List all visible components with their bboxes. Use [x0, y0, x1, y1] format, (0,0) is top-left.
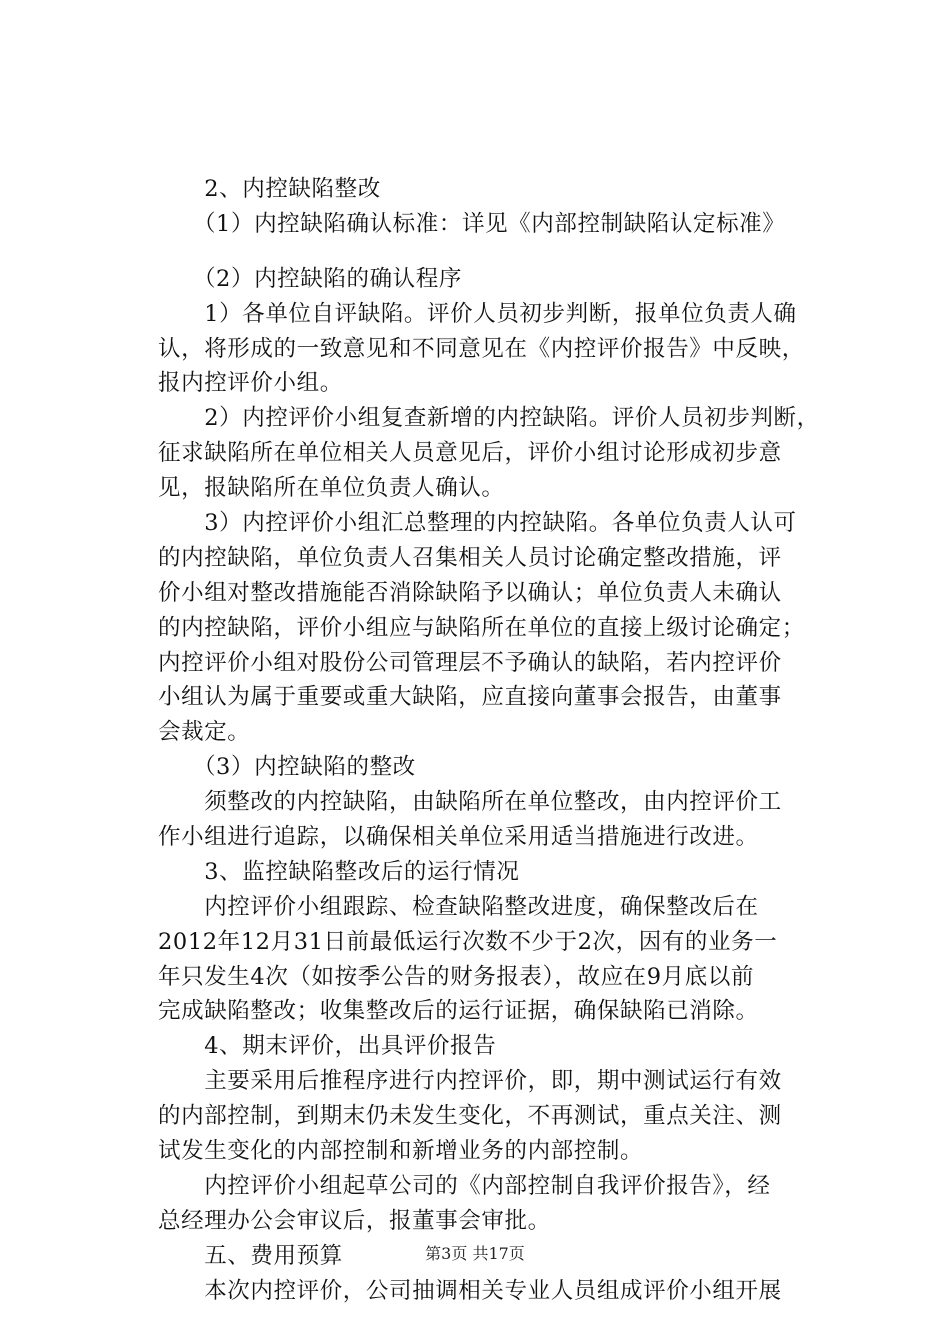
text-line: 本次内控评价，公司抽调相关专业人员组成评价小组开展 — [158, 1277, 782, 1304]
text-line: 试发生变化的内部控制和新增业务的内部控制。 — [158, 1138, 644, 1165]
text-line: 的内控缺陷，单位负责人召集相关人员讨论确定整改措施，评 — [158, 544, 782, 571]
text-line: 2012年12月31日前最低运行次数不少于2次，因有的业务一 — [158, 928, 778, 955]
text-line: 报内控评价小组。 — [158, 370, 343, 397]
text-line: 3、监控缺陷整改后的运行情况 — [158, 858, 520, 885]
text-line: 价小组对整改措施能否消除缺陷予以确认；单位负责人未确认 — [158, 579, 782, 606]
text-line: 五、费用预算 — [158, 1242, 343, 1269]
text-line: （3）内控缺陷的整改 — [158, 754, 416, 781]
blank-line — [158, 242, 838, 262]
text-line: 完成缺陷整改；收集整改后的运行证据，确保缺陷已消除。 — [158, 998, 759, 1025]
text-line: 须整改的内控缺陷，由缺陷所在单位整改，由内控评价工 — [158, 789, 782, 816]
text-line: 见，报缺陷所在单位负责人确认。 — [158, 475, 505, 502]
text-line: 4、期末评价，出具评价报告 — [158, 1033, 497, 1060]
text-line: 内控评价小组跟踪、检查缺陷整改进度，确保整改后在 — [158, 893, 759, 920]
body-text — [158, 172, 838, 1309]
text-line: 小组认为属于重要或重大缺陷，应直接向董事会报告，由董事 — [158, 684, 782, 711]
text-line: 2、内控缺陷整改 — [158, 176, 381, 202]
text-line: 会裁定。 — [158, 719, 251, 746]
text-line: 的内控缺陷，评价小组应与缺陷所在单位的直接上级讨论确定； — [158, 614, 805, 641]
text-line: 主要采用后推程序进行内控评价，即，期中测试运行有效 — [158, 1068, 782, 1095]
text-line: （2）内控缺陷的确认程序 — [158, 265, 462, 292]
text-line: 征求缺陷所在单位相关人员意见后，评价小组讨论形成初步意 — [158, 440, 782, 467]
text-line: 内控评价小组对股份公司管理层不予确认的缺陷，若内控评价 — [158, 649, 782, 676]
text-line: 总经理办公会审议后，报董事会审批。 — [158, 1207, 551, 1234]
text-line: 内控评价小组起草公司的《内部控制自我评价报告》，经 — [158, 1172, 771, 1199]
text-line: 作小组进行追踪，以确保相关单位采用适当措施进行改进。 — [158, 824, 759, 851]
text-line: 2）内控评价小组复查新增的内控缺陷。评价人员初步判断， — [158, 405, 820, 432]
text-line: 认，将形成的一致意见和不同意见在《内控评价报告》中反映， — [158, 335, 805, 362]
text-line: 的内部控制，到期末仍未发生变化，不再测试，重点关注、测 — [158, 1103, 782, 1130]
text-line: 3）内控评价小组汇总整理的内控缺陷。各单位负责人认可 — [158, 510, 797, 537]
text-line: 年只发生4次（如按季公告的财务报表），故应在9月底以前 — [158, 963, 755, 990]
text-line: （1）内控缺陷确认标准：详见《内部控制缺陷认定标准》 — [158, 210, 786, 237]
text-line: 1）各单位自评缺陷。评价人员初步判断，报单位负责人确 — [158, 300, 797, 327]
page-number-footer: 第3页 共17页 — [425, 1244, 525, 1263]
